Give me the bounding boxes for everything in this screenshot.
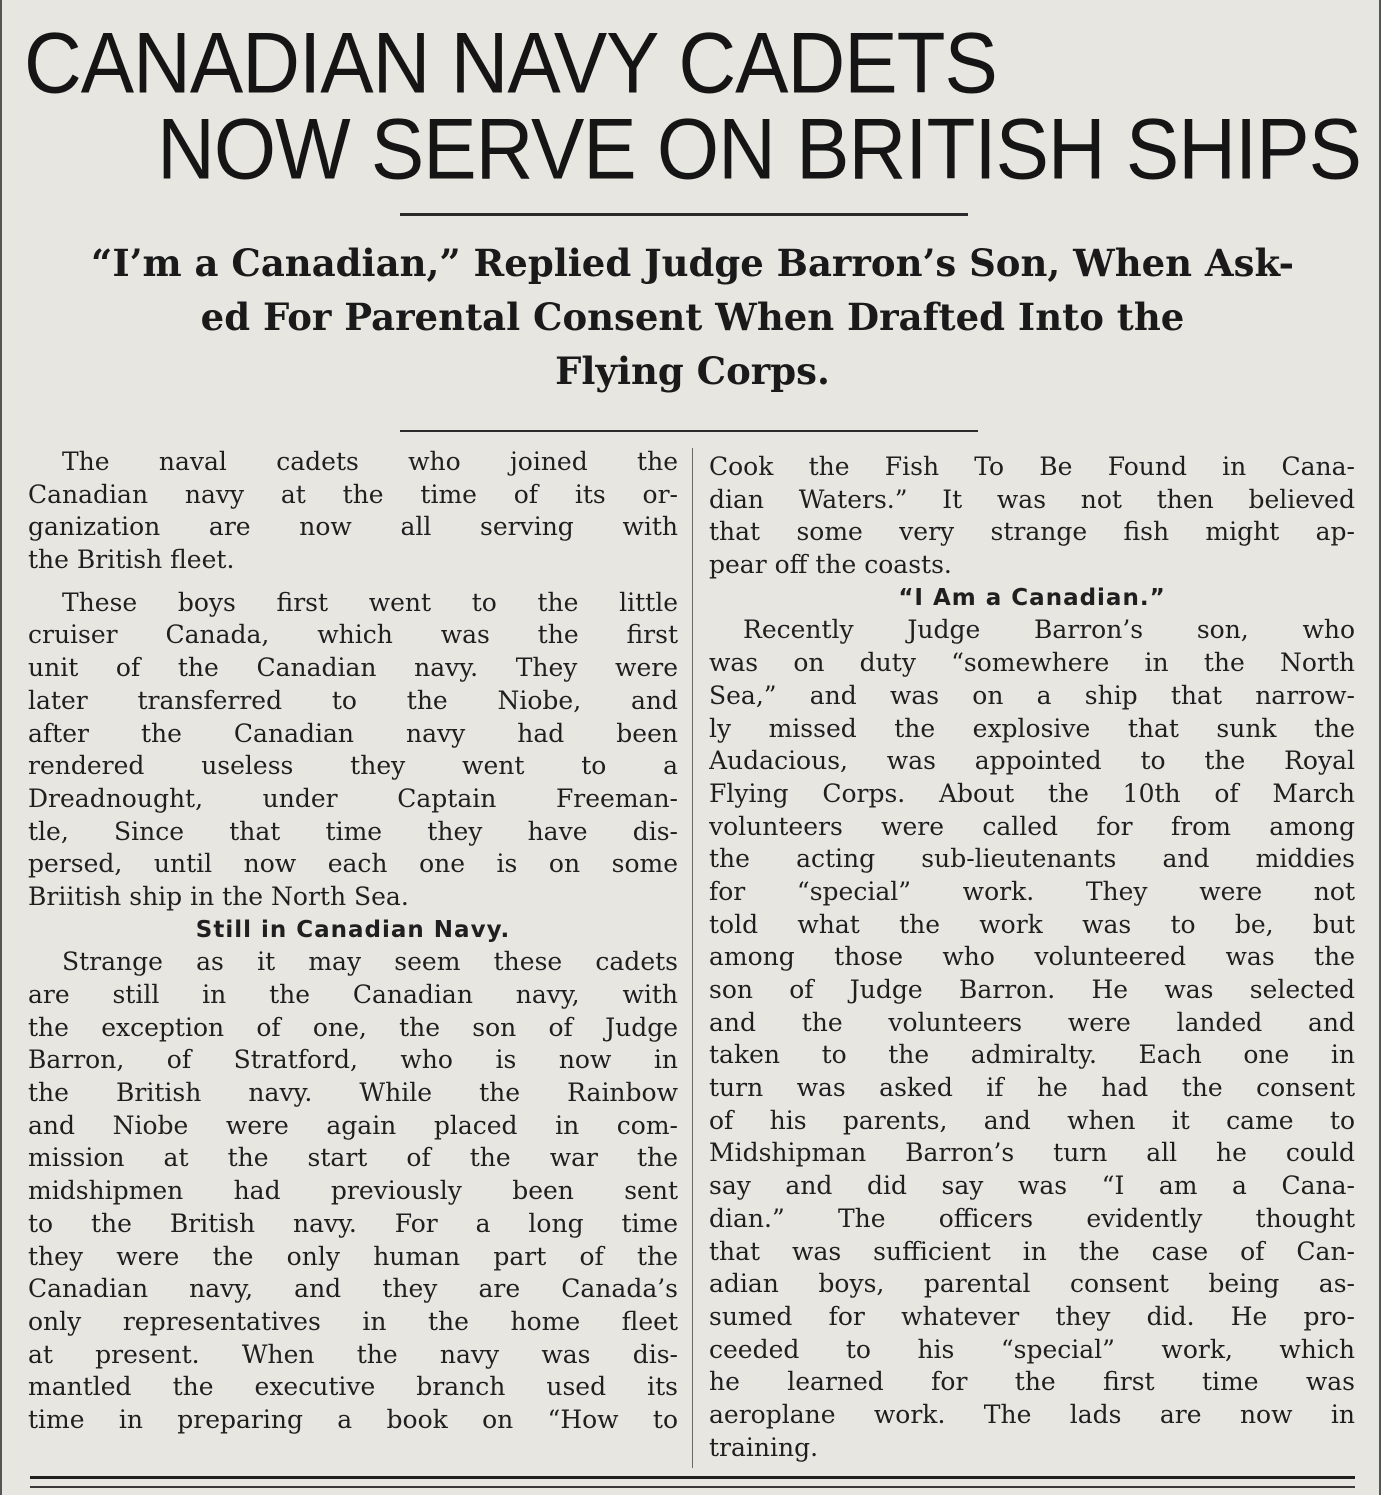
text-line: the British fleet. [28,545,235,575]
text-line: aeroplane work. The lads are now in [709,1399,1355,1429]
headline-line-2: NOW SERVE ON BRITISH SHIPS [157,100,1361,197]
text-line: that some very strange fish might ap- [709,517,1355,547]
text-line: volunteers were called for from among [709,811,1355,841]
text-line: Cook the Fish To Be Found in Cana- [709,452,1355,481]
text-line: ceeded to his “special” work, which [709,1334,1355,1364]
text-line: Dreadnought, under Captain Freeman- [28,783,678,813]
text-line: Canadian navy, and they are Canada’s [28,1274,678,1304]
text-line: the acting sub-lieutenants and middies [709,844,1355,874]
text-line: taken to the admiralty. Each one in [709,1040,1355,1070]
text-line: the exception of one, the son of Judge [28,1012,678,1042]
text-line: and Niobe were again placed in com- [28,1110,678,1140]
column-divider [692,448,693,1468]
text-line: These boys first went to the little [62,587,678,617]
text-line: mantled the executive branch used its [28,1372,678,1402]
text-line: they were the only human part of the [28,1241,678,1271]
text-line: only representatives in the home fleet [28,1306,678,1336]
left-column [28,446,678,1437]
text-line: adian boys, parental consent being as- [709,1269,1355,1299]
text-line: at present. When the navy was dis- [28,1339,678,1369]
text-line: dian.” The officers evidently thought [709,1203,1355,1233]
text-line: persed, until now each one is on some [28,849,678,879]
text-line: sumed for whatever they did. He pro- [709,1301,1355,1331]
text-line: of his parents, and when it came to [709,1105,1355,1135]
text-line: the British navy. While the Rainbow [28,1078,678,1108]
deck-line-2: ed For Parental Consent When Drafted Into the [200,295,1185,339]
subhead-still-in-canadian-navy: Still in Canadian Navy. [195,916,511,943]
text-line: ly missed the explosive that sunk the [709,713,1355,743]
text-line: Midshipman Barron’s turn all he could [709,1138,1355,1168]
bottom-rule-secondary [30,1486,1355,1488]
text-line: after the Canadian navy had been [28,718,678,748]
text-line: Audacious, was appointed to the Royal [709,746,1355,776]
deck-rule [400,430,978,432]
text-line: turn was asked if he had the consent [709,1073,1355,1103]
text-line: tle, Since that time they have dis- [28,816,678,846]
headline-rule [400,213,968,216]
text-line: he learned for the first time was [709,1367,1355,1397]
text-line: that was sufficient in the case of Can- [709,1236,1355,1266]
text-line: later transferred to the Niobe, and [28,685,678,715]
text-line: told what the work was to be, but [709,909,1355,939]
right-column [709,451,1355,1464]
text-line: Flying Corps. About the 10th of March [709,778,1355,808]
text-line: ganization are now all serving with [28,512,678,542]
deck-line-3: Flying Corps. [555,349,830,393]
text-line: rendered useless they went to a [28,751,678,781]
text-line: Barron, of Stratford, who is now in [28,1045,678,1075]
text-line: mission at the start of the war the [28,1143,678,1173]
text-line: Briitish ship in the North Sea. [28,881,409,911]
text-line: are still in the Canadian navy, with [28,980,678,1009]
text-line: The naval cadets who joined the [62,447,678,476]
text-line: Recently Judge Barron’s son, who [743,615,1355,645]
text-line: to the British navy. For a long time [28,1208,678,1238]
text-line: unit of the Canadian navy. They were [28,653,678,683]
text-line: training. [709,1432,819,1462]
text-line: time in preparing a book on “How to [28,1404,678,1434]
text-line: for “special” work. They were not [709,876,1355,906]
text-line: cruiser Canada, which was the first [28,620,678,650]
bottom-rule [30,1476,1355,1479]
text-line: midshipmen had previously been sent [28,1176,678,1206]
text-line: Canadian navy at the time of its or- [28,479,678,509]
text-line: among those who volunteered was the [709,942,1355,972]
text-line: pear off the coasts. [709,550,952,580]
text-line: Strange as it may seem these cadets [62,947,678,977]
deck-subheadline [32,236,1353,398]
deck-line-1: “I’m a Canadian,” Replied Judge Barron’s Son, When Ask- [91,241,1294,285]
subhead-i-am-a-canadian: “I Am a Canadian.” [898,584,1166,611]
text-line: Sea,” and was on a ship that narrow- [709,680,1355,710]
text-line: and the volunteers were landed and [709,1007,1355,1037]
text-line: say and did say was “I am a Cana- [709,1171,1355,1201]
text-line: was on duty “somewhere in the North [709,648,1355,678]
text-line: dian Waters.” It was not then believed [709,484,1355,514]
headline-line-1: CANADIAN NAVY CADETS [24,14,997,111]
text-line: son of Judge Barron. He was selected [709,975,1355,1004]
